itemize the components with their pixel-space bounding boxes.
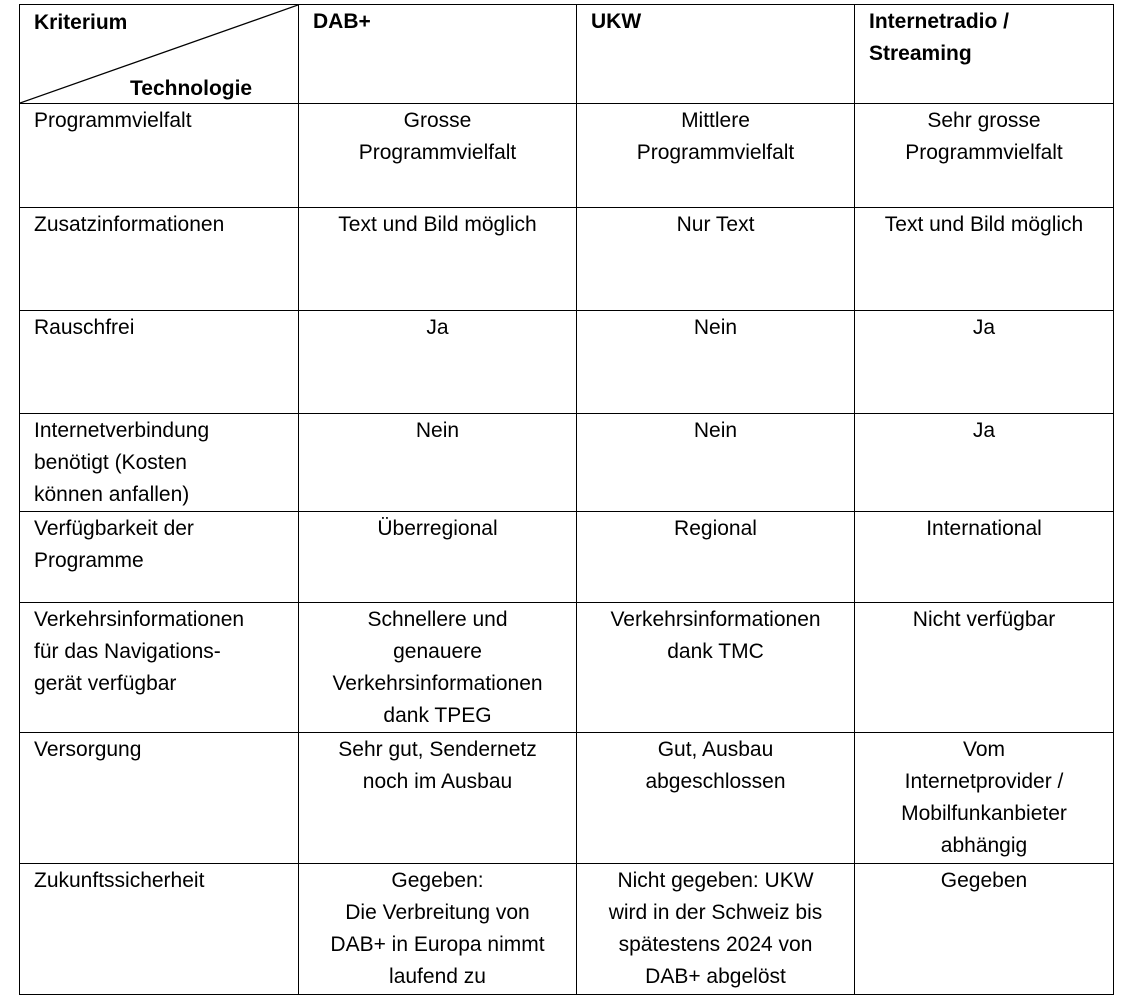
value-cell-ukw: Gut, Ausbau abgeschlossen bbox=[577, 733, 855, 864]
value-cell-ukw: Mittlere Programmvielfalt bbox=[577, 104, 855, 208]
table-row bbox=[20, 603, 1114, 733]
criterion-cell: Rauschfrei bbox=[20, 311, 299, 414]
value-cell-internetradio: Gegeben bbox=[855, 864, 1114, 995]
table-row bbox=[20, 311, 1114, 414]
value-cell-dab: Ja bbox=[299, 311, 577, 414]
table-row bbox=[20, 208, 1114, 311]
table-row bbox=[20, 104, 1114, 208]
table-row bbox=[20, 414, 1114, 512]
value-cell-internetradio: Vom Internetprovider / Mobilfunkanbieter abhängig bbox=[855, 733, 1114, 864]
column-header-ukw: UKW bbox=[577, 5, 855, 104]
value-cell-dab: Text und Bild möglich bbox=[299, 208, 577, 311]
value-cell-dab: Nein bbox=[299, 414, 577, 512]
comparison-table bbox=[19, 4, 1114, 995]
value-cell-dab: Gegeben: Die Verbreitung von DAB+ in Europa nimmt laufend zu bbox=[299, 864, 577, 995]
value-cell-ukw: Verkehrsinformationen dank TMC bbox=[577, 603, 855, 733]
value-cell-internetradio: International bbox=[855, 512, 1114, 603]
table-row bbox=[20, 733, 1114, 864]
criterion-cell: Programmvielfalt bbox=[20, 104, 299, 208]
criterion-cell: Zukunftssicherheit bbox=[20, 864, 299, 995]
criterion-cell: Verfügbarkeit der Programme bbox=[20, 512, 299, 603]
value-cell-ukw: Nein bbox=[577, 311, 855, 414]
value-cell-internetradio: Sehr grosse Programmvielfalt bbox=[855, 104, 1114, 208]
value-cell-internetradio: Text und Bild möglich bbox=[855, 208, 1114, 311]
column-header-internetradio: Internetradio / Streaming bbox=[855, 5, 1114, 104]
criterion-cell: Versorgung bbox=[20, 733, 299, 864]
value-cell-internetradio: Ja bbox=[855, 414, 1114, 512]
table-row bbox=[20, 864, 1114, 995]
corner-label-technology: Technologie bbox=[130, 77, 253, 100]
value-cell-internetradio: Ja bbox=[855, 311, 1114, 414]
value-cell-ukw: Regional bbox=[577, 512, 855, 603]
value-cell-ukw: Nur Text bbox=[577, 208, 855, 311]
value-cell-dab: Grosse Programmvielfalt bbox=[299, 104, 577, 208]
corner-label-criterion: Kriterium bbox=[34, 11, 128, 34]
criterion-cell: Zusatzinformationen bbox=[20, 208, 299, 311]
criterion-cell: Verkehrsinformationen für das Navigations- gerät verfügbar bbox=[20, 603, 299, 733]
value-cell-ukw: Nicht gegeben: UKW wird in der Schweiz bis spätestens 2024 von DAB+ abgelöst bbox=[577, 864, 855, 995]
value-cell-dab: Überregional bbox=[299, 512, 577, 603]
value-cell-dab: Schnellere und genauere Verkehrsinformationen dank TPEG bbox=[299, 603, 577, 733]
value-cell-dab: Sehr gut, Sendernetz noch im Ausbau bbox=[299, 733, 577, 864]
value-cell-internetradio: Nicht verfügbar bbox=[855, 603, 1114, 733]
corner-header-cell bbox=[20, 5, 299, 104]
table-row bbox=[20, 512, 1114, 603]
value-cell-ukw: Nein bbox=[577, 414, 855, 512]
column-header-dab: DAB+ bbox=[299, 5, 577, 104]
header-row bbox=[20, 5, 1114, 104]
criterion-cell: Internetverbindung benötigt (Kosten können anfallen) bbox=[20, 414, 299, 512]
